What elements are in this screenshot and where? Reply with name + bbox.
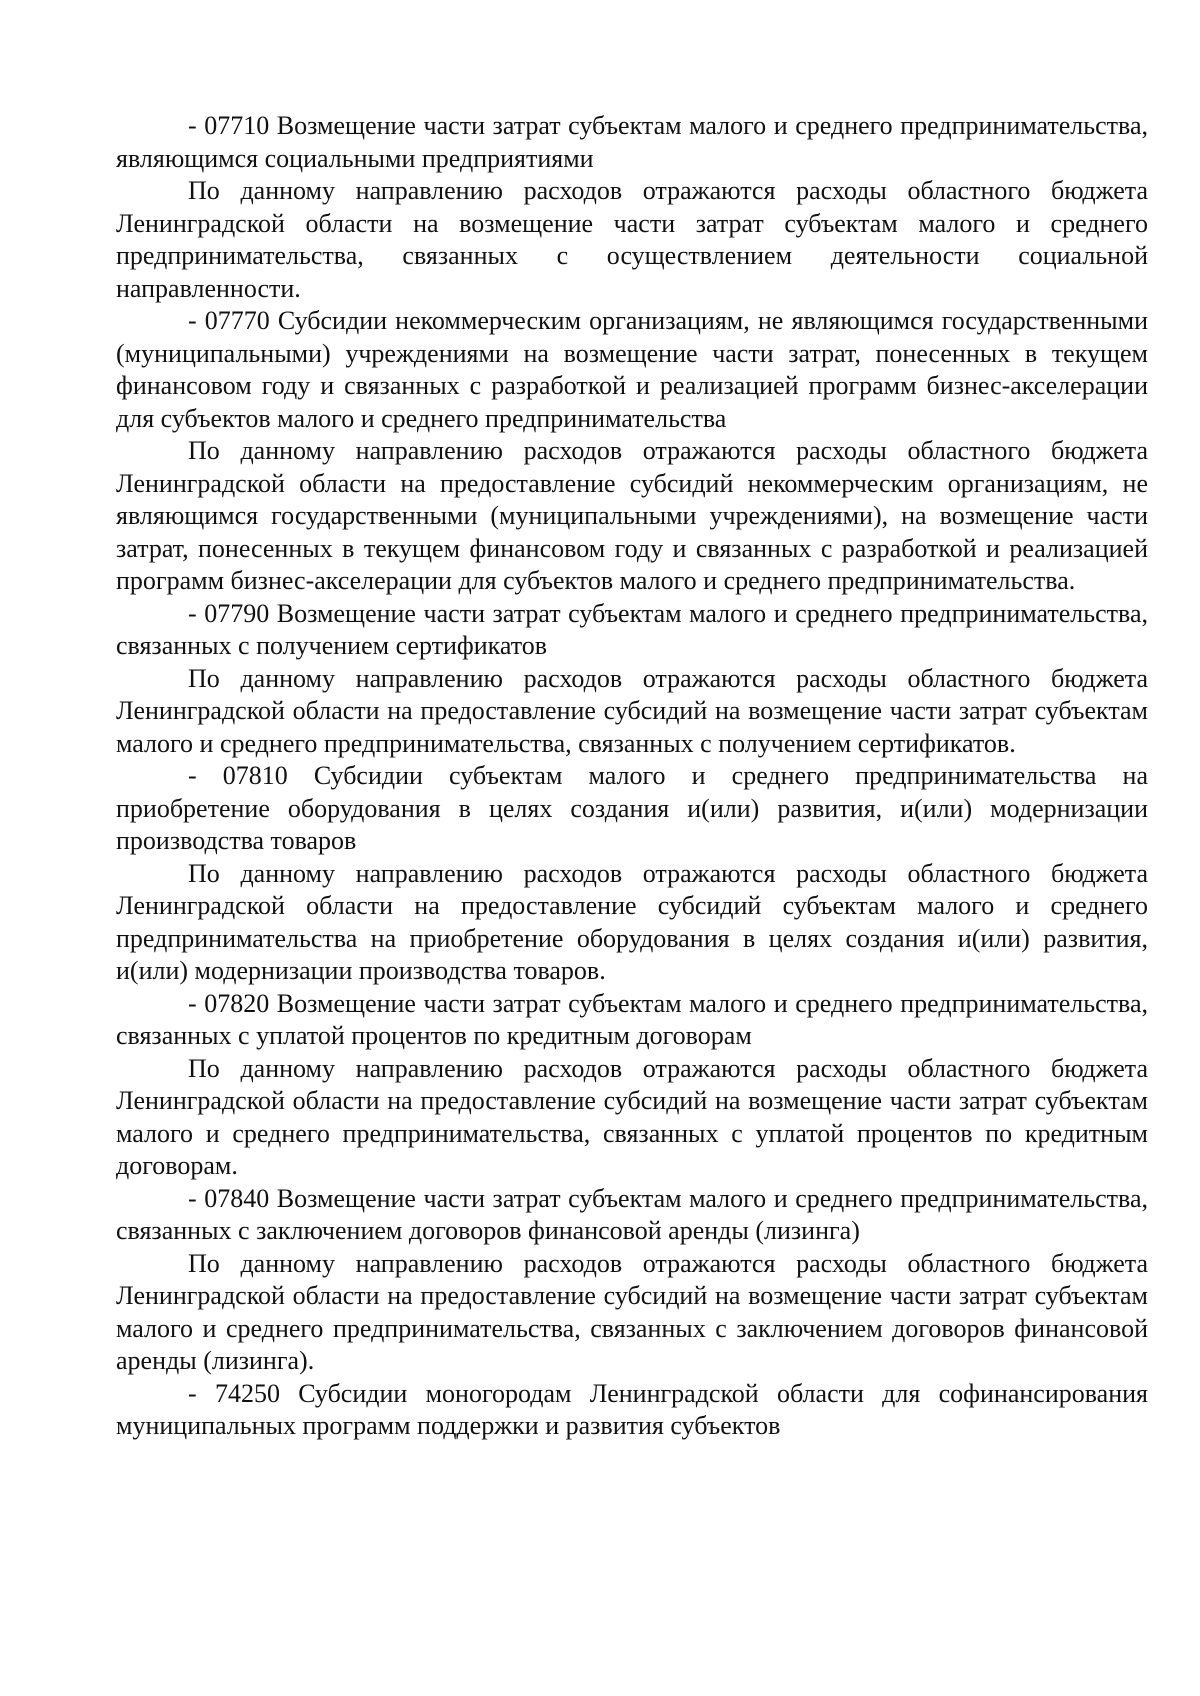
paragraph-description-07820: По данному направлению расходов отражаются расходы областного бюджета Ленинградской области на предоставление субсидий на возмещение части затрат субъектам малого и среднего предпринимательства, связанных с уплатой процентов по кредитным договорам. <box>116 1053 1148 1180</box>
paragraph-description-07840: По данному направлению расходов отражаются расходы областного бюджета Ленинградской области на предоставление субсидий на возмещение части затрат субъектам малого и среднего предпринимательства, связанных с заключением договоров финансовой аренды (лизинга). <box>116 1248 1148 1375</box>
paragraph-code-07710: - 07710 Возмещение части затрат субъектам малого и среднего предпринимательства, являющимся социальными предприятиями <box>116 111 1148 173</box>
paragraph-description-07710: По данному направлению расходов отражаются расходы областного бюджета Ленинградской области на возмещение части затрат субъектам малого и среднего предпринимательства, связанных с осуществлением деятельности социальной направленности. <box>116 176 1148 303</box>
document-page <box>116 110 1148 1443</box>
paragraph-description-07810: По данному направлению расходов отражаются расходы областного бюджета Ленинградской области на предоставление субсидий субъектам малого и среднего предпринимательства на приобретение оборудования в целях создания и(или) развития, и(или) модернизации производства товаров. <box>116 858 1148 985</box>
paragraph-code-07820: - 07820 Возмещение части затрат субъектам малого и среднего предпринимательства, связанных с уплатой процентов по кредитным договорам <box>116 988 1148 1050</box>
paragraph-description-07770: По данному направлению расходов отражаются расходы областного бюджета Ленинградской области на предоставление субсидий некоммерческим организациям, не являющимся государственными (муниципальными учреждениями), на возмещение части затрат, понесенных в текущем финансовом году и связанных с разработкой и реализацией программ бизнес-акселерации для субъектов малого и среднего предпринимательства. <box>116 436 1148 595</box>
paragraph-code-07790: - 07790 Возмещение части затрат субъектам малого и среднего предпринимательства, связанных с получением сертификатов <box>116 598 1148 660</box>
paragraph-code-07840: - 07840 Возмещение части затрат субъектам малого и среднего предпринимательства, связанных с заключением договоров финансовой аренды (лизинга) <box>116 1183 1148 1245</box>
paragraph-code-07770: - 07770 Субсидии некоммерческим организациям, не являющимся государственными (муниципальными) учреждениями на возмещение части затрат, понесенных в текущем финансовом году и связанных с разработкой и реализацией программ бизнес-акселерации для субъектов малого и среднего предпринимательства <box>116 306 1148 433</box>
paragraph-code-74250: - 74250 Субсидии моногородам Ленинградской области для софинансирования муниципальных программ поддержки и развития субъектов <box>116 1378 1148 1440</box>
paragraph-code-07810: - 07810 Субсидии субъектам малого и среднего предпринимательства на приобретение оборудования в целях создания и(или) развития, и(или) модернизации производства товаров <box>116 761 1148 855</box>
paragraph-description-07790: По данному направлению расходов отражаются расходы областного бюджета Ленинградской области на предоставление субсидий на возмещение части затрат субъектам малого и среднего предпринимательства, связанных с получением сертификатов. <box>116 663 1148 758</box>
